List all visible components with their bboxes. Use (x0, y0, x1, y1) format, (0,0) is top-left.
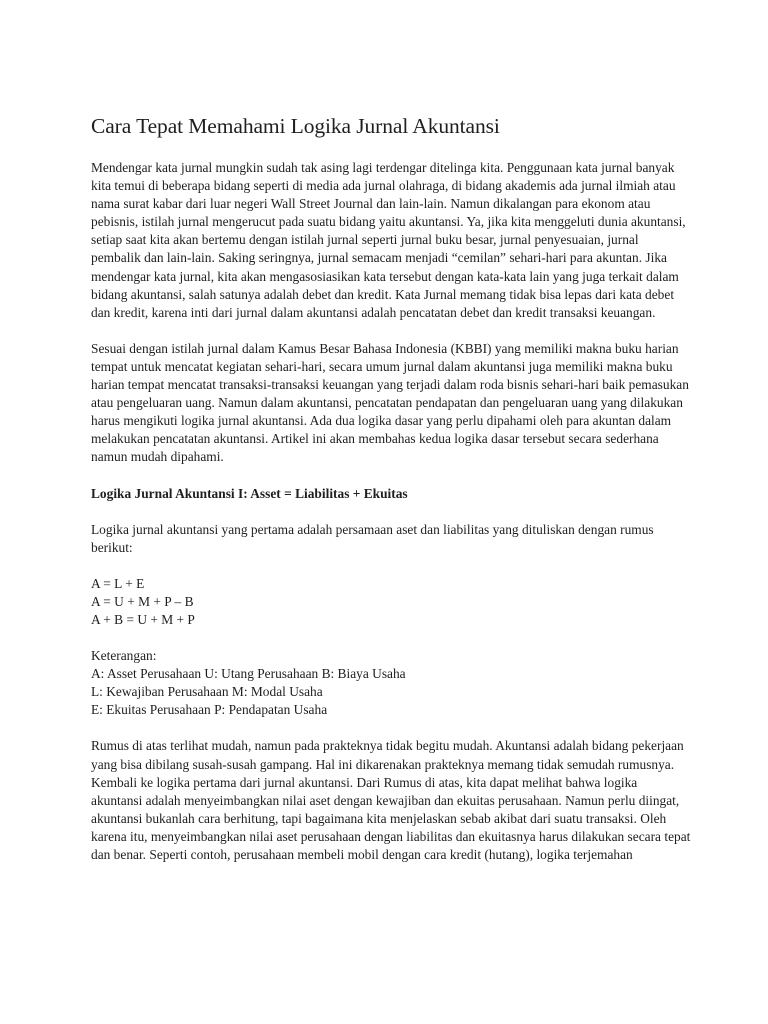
document-title: Cara Tepat Memahami Logika Jurnal Akuntansi (91, 114, 500, 138)
paragraph-closing: Rumus di atas terlihat mudah, namun pada prakteknya tidak begitu mudah. Akuntansi adalah bidang pekerjaan yang bisa dibilang susah-susah gampang. Hal ini dikarenakan prakteknya memang tidak semudah rumusnya. Kembali ke logika pertama dari jurnal akuntansi. Dari Rumus di atas, kita dapat melihat bahwa logika akuntansi adalah menyeimbangkan nilai aset dengan kewajiban dan ekuitas perusahaan. Namun perlu diingat, akuntansi bukanlah cara berhitung, tapi bagaimana kita menjelaskan sebab akibat dari suatu transaksi. Oleh karena itu, menyeimbangkan nilai aset perusahaan dengan liabilitas dan ekuitasnya harus dilakukan secara tepat dan benar. Seperti contoh, perusahaan membeli mobil dengan cara kredit (hutang), logika terjemahan (91, 738, 691, 862)
document-page (91, 112, 691, 882)
notes-line: E: Ekuitas Perusahaan P: Pendapatan Usaha (91, 702, 328, 718)
notes-line: A: Asset Perusahaan U: Utang Perusahaan B: Biaya Usaha (91, 666, 406, 682)
formula-line: A + B = U + M + P (91, 611, 195, 627)
notes-block (91, 647, 691, 719)
paragraph-intro: Mendengar kata jurnal mungkin sudah tak asing lagi terdengar ditelinga kita. Penggunaan kata jurnal banyak kita temui di beberapa bidang seperti di media ada jurnal olahraga, di bidang akademis ada jurnal ilmiah atau nama surat kabar dari luar negeri Wall Street Journal dan lain-lain. Namun dikalangan para ekonom atau pebisnis, istilah jurnal mengerucut pada suatu bidang yaitu akuntansi. Ya, jika kita menggeluti dunia akuntansi, setiap saat kita akan bertemu dengan istilah jurnal seperti jurnal buku besar, jurnal penyesuaian, jurnal pembalik dan lain-lain. Saking seringnya, jurnal semacam menjadi “cemilan” sehari-hari para akuntan. Jika mendengar kata jurnal, kita akan mengasosiasikan kata tersebut dengan kata-kata lain yang juga terkait dalam bidang akuntansi, salah satunya adalah debet dan kredit. Kata Jurnal memang tidak bisa lepas dari kata debet dan kredit, karena inti dari jurnal dalam akuntansi adalah pencatatan debet dan kredit transaksi keuangan. (91, 160, 686, 320)
section-heading: Logika Jurnal Akuntansi I: Asset = Liabilitas + Ekuitas (91, 485, 408, 501)
paragraph-kbbi: Sesuai dengan istilah jurnal dalam Kamus Besar Bahasa Indonesia (KBBI) yang memiliki makna buku harian tempat untuk mencatat kegiatan sehari-hari, secara umum jurnal dalam akuntansi juga memiliki makna buku harian tempat mencatat transaksi-transaksi keuangan yang terjadi dalam roda bisnis sehari-hari baik pemasukan atau pengeluaran uang. Namun dalam akuntansi, pencatatan pendapatan dan pengeluaran uang yang dilakukan harus mengikuti logika jurnal akuntansi. Ada dua logika dasar yang perlu dipahami oleh para akuntan dalam melakukan pencatatan akuntansi. Artikel ini akan membahas kedua logika dasar tersebut secara sederhana namun mudah dipahami. (91, 340, 689, 465)
formula-block (91, 575, 691, 629)
notes-line: L: Kewajiban Perusahaan M: Modal Usaha (91, 684, 323, 700)
formula-line: A = U + M + P – B (91, 593, 194, 609)
section-intro: Logika jurnal akuntansi yang pertama adalah persamaan aset dan liabilitas yang dituliskan dengan rumus berikut: (91, 521, 654, 555)
formula-line: A = L + E (91, 575, 145, 591)
notes-label: Keterangan: (91, 648, 157, 664)
